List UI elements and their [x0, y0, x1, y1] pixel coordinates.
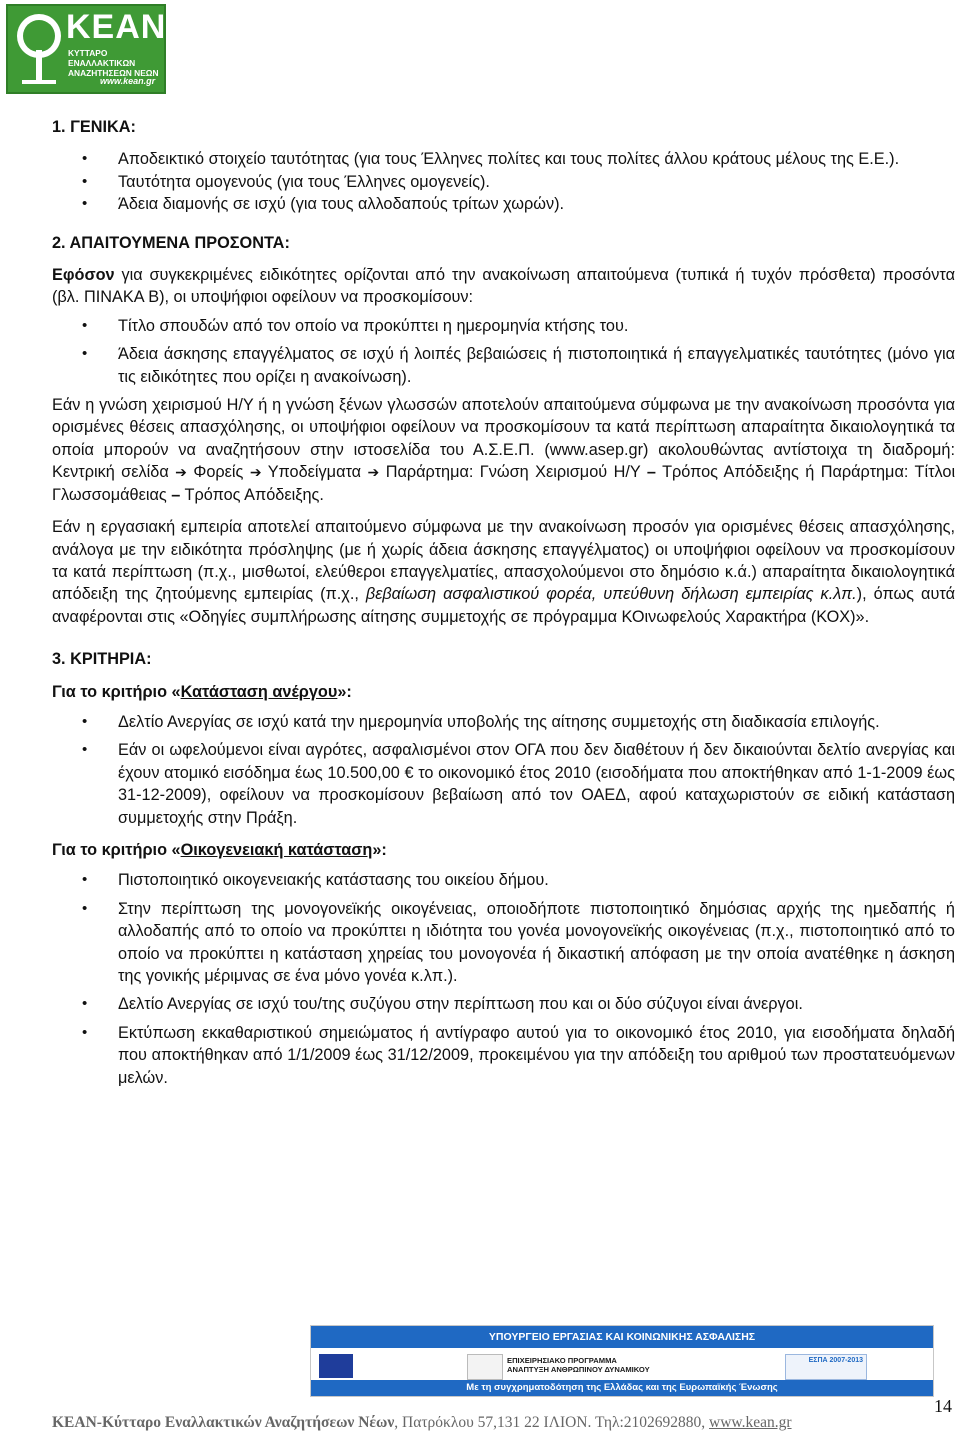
page-footer [52, 1414, 952, 1432]
intro-rest: για συγκεκριμένες ειδικότητες ορίζονται από την ανακοίνωση απαιτούμενα (τυπικά ή τυχόν πρόσθετα) προσόντα (βλ. ΠΙΝΑΚΑ Β), οι υποψήφιοι οφείλουν να προσκομίσουν: [52, 266, 955, 307]
list-item: • Στην περίπτωση της μονογονεϊκής οικογένειας, οποιοδήποτε πιστοποιητικό δημόσιας αρχής της ημεδαπής ή αλλοδαπής από το οποίο να προκύπτει η ιδιότητα του γονέα μονογονεϊκής οικογένειας (π.χ., πιστοποιητικό από το οποίο να προκύπτει η κατάσταση χηρείας του μονογονέα ή δικαστική απόφαση με την οποία ανατέθηκε η άσκηση της γονικής μέριμνας σε ένα μόνο γονέα κ.λπ.). [52, 898, 955, 988]
criterion-suffix: »: [337, 682, 352, 701]
criterion-prefix: Για το κριτήριο « [52, 682, 181, 701]
criterion-prefix: Για το κριτήριο « [52, 840, 181, 859]
list-item: • Δελτίο Ανεργίας σε ισχύ κατά την ημερομηνία υποβολής της αίτησης συμμετοχής στη διαδικασία επιλογής. [52, 711, 955, 733]
criterion-unemployment-list [52, 711, 955, 829]
para2-text: Εάν η γνώση χειρισμού Η/Υ ή η γνώση ξένων γλωσσών αποτελούν απαιτούμενα σύμφωνα με την ανακοίνωση προσόντα για ορισμένες θέσεις απασχόλησης, οι υποψήφιοι οφείλουν να προσκομίσουν τα κατά περίπτωση απαραίτητα δικαιολογητικά τα οποία μπορούν να αναζητήσουν στην ιστοσελίδα του Α.Σ.Ε.Π. (www.asep.gr) ακολουθώντας αντίστοιχα τη διαδρομή: Κεντρική σελίδα [52, 396, 955, 482]
para2-path: Τρόπος Απόδειξης. [184, 485, 324, 504]
footer-link[interactable]: www.kean.gr [709, 1414, 792, 1431]
footer-address: , Πατρόκλου 57,131 22 ΙΛΙΟΝ. Τηλ:2102692880, [394, 1414, 710, 1431]
criterion-unemployment-heading [52, 681, 955, 703]
logo-url: www.kean.gr [100, 76, 156, 86]
para3-text: Εάν η εργασιακή εμπειρία αποτελεί απαιτούμενο σύμφωνα με την ανακοίνωση προσόν για ορισμένες θέσεις απασχόλησης, ανάλογα με την ειδικότητα πρόσληψης (με ή χωρίς άδεια άσκησης επαγγέλματος) οι υποψήφιοι οφείλουν να προσκομίσουν τα κατά περίπτωση (π.χ., μισθωτοί, ελεύθεροι επαγγελματίες, απασχολούμενοι στο δημόσιο κ.ά.) απαραίτητα δικαιολογητικά απόδειξη της ζητούμενης εμπειρίας (π.χ., [52, 518, 955, 604]
list-item: • Άδεια διαμονής σε ισχύ (για τους αλλοδαπούς τρίτων χωρών). [52, 193, 955, 215]
criterion-name: Οικογενειακή κατάσταση [180, 840, 373, 859]
dash: – [646, 463, 656, 482]
list-item: • Ταυτότητα ομογενούς (για τους Έλληνες ομογενείς). [52, 171, 955, 193]
list-item: • Εκτύπωση εκκαθαριστικού σημειώματος ή αντίγραφο αυτού για το οικονομικό έτος 2010, για εισοδήματα δηλαδή που αποκτήθηκαν από 1/1/2009 έως 31/12/2009, προκειμένου για την απόδειξη του αριθμού των προστατευόμενων μελών. [52, 1022, 955, 1089]
eu-flag-icon [319, 1354, 353, 1378]
program-logo-icon [467, 1354, 503, 1380]
criterion-family-list [52, 869, 955, 1089]
para2-path: Τρόπος Απόδειξης ή Παράρτημα: Τίτλοι Γλωσσομάθειας [52, 463, 956, 504]
intro-bold: Εφόσον [52, 266, 115, 285]
espa-label: ΕΣΠΑ 2007-2013 [808, 1357, 863, 1364]
banner-program: ΕΠΙΧΕΙΡΗΣΙΑΚΟ ΠΡΟΓΡΑΜΜΑ ΑΝΑΠΤΥΞΗ ΑΝΘΡΩΠΙΝΟΥ ΔΥΝΑΜΙΚΟΥ [507, 1356, 650, 1374]
page-number: 14 [934, 1396, 952, 1416]
section2-para2 [52, 394, 955, 506]
section2-intro [52, 264, 955, 309]
section2-heading: 2. ΑΠΑΙΤΟΥΜΕΝΑ ΠΡΟΣΟΝΤΑ: [52, 233, 290, 252]
para3-italic: βεβαίωση ασφαλιστικού φορέα, υπεύθυνη δήλωση εμπειρίας κ.λπ. [365, 585, 857, 604]
criterion-family-heading [52, 839, 955, 861]
section2-list [52, 315, 955, 388]
kean-logo [6, 4, 166, 94]
funding-banner [310, 1325, 934, 1397]
banner-cofunding: Με τη συγχρηματοδότηση της Ελλάδας και της Ευρωπαϊκής Ένωσης [311, 1380, 933, 1396]
banner-ministry: ΥΠΟΥΡΓΕΙΟ ΕΡΓΑΣΙΑΣ ΚΑΙ ΚΟΙΝΩΝΙΚΗΣ ΑΣΦΑΛΙΣΗΣ [311, 1326, 933, 1348]
list-item: • Άδεια άσκησης επαγγέλματος σε ισχύ ή λοιπές βεβαιώσεις ή πιστοποιητικά ή επαγγελματικές ταυτότητες (μόνο για τις ειδικότητες που ορίζει η ανακοίνωση). [52, 343, 955, 388]
logo-brand: KEAN [66, 8, 167, 46]
section1-heading: 1. ΓΕΝΙΚΑ: [52, 118, 136, 136]
list-item: • Πιστοποιητικό οικογενειακής κατάστασης του οικείου δήμου. [52, 869, 955, 891]
tree-icon [12, 10, 66, 90]
list-item: • Εάν οι ωφελούμενοι είναι αγρότες, ασφαλισμένοι στον ΟΓΑ που δεν διαθέτουν ή δεν δικαιούνται δελτίο ανεργίας και έχουν ατομικό εισόδημα έως 10.500,00 € το οικονομικό έτος 2010 (εισοδήματα που αποκτήθηκαν από 1-1-2009 έως 31-12-2009), οφείλουν να προσκομίσουν βεβαίωση από τον ΟΑΕΔ, αφού καταχωριστούν σε ειδική κατάσταση συμμετοχής στην Πράξη. [52, 739, 955, 829]
para2-path: Παράρτημα: Γνώση Χειρισμού Η/Υ [385, 463, 641, 482]
para2-path: Φορείς [193, 463, 244, 482]
footer-org: ΚΕΑΝ-Κύτταρο Εναλλακτικών Αναζητήσεων Νέων [52, 1414, 395, 1431]
list-item: • Δελτίο Ανεργίας σε ισχύ του/της συζύγου στην περίπτωση που και οι δύο σύζυγοι είναι άνεργοι. [52, 993, 955, 1015]
para2-path: Υποδείγματα [267, 463, 362, 482]
document-body [52, 116, 955, 1089]
section3-heading: 3. ΚΡΙΤΗΡΙΑ: [52, 650, 152, 669]
criterion-name: Κατάσταση ανέργου [180, 682, 338, 701]
arrow-icon: ➔ [367, 464, 380, 481]
section1-list [52, 148, 955, 215]
logo-subtitle: ΚΥΤΤΑΡΟ ΕΝΑΛΛΑΚΤΙΚΩΝ ΑΝΑΖΗΤΗΣΕΩΝ ΝΕΩΝ [68, 48, 159, 78]
criterion-suffix: »: [372, 840, 387, 859]
list-item: • Τίτλο σπουδών από τον οποίο να προκύπτει η ημερομηνία κτήσης του. [52, 315, 955, 337]
arrow-icon: ➔ [175, 464, 187, 481]
section2-para3 [52, 516, 955, 628]
para3-text: ), όπως αυτά αναφέρονται στις «Οδηγίες συμπλήρωσης αίτησης συμμετοχής σε πρόγραμμα ΚΟινωφελούς Χαρακτήρα (ΚΟΧ)». [52, 585, 955, 626]
arrow-icon: ➔ [249, 464, 262, 481]
espa-logo-icon [785, 1354, 867, 1380]
dash: – [171, 485, 181, 504]
list-item: • Αποδεικτικό στοιχείο ταυτότητας (για τους Έλληνες πολίτες και τους πολίτες άλλου κράτους μέλους της Ε.Ε.). [52, 148, 955, 170]
